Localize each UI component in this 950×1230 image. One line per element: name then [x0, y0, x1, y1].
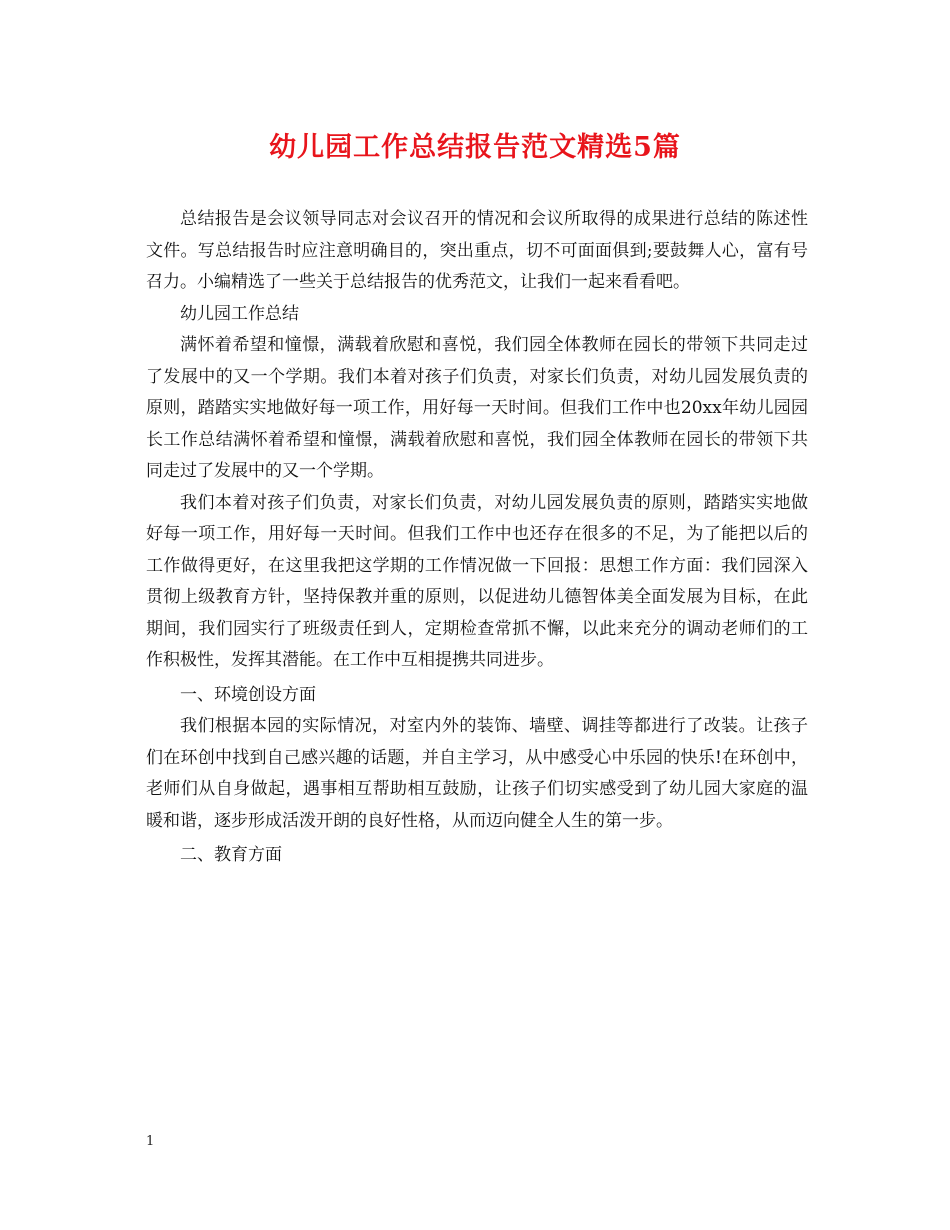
body-paragraph: 我们根据本园的实际情况，对室内外的装饰、墙壁、调挂等都进行了改装。让孩子们在环创中找到自己感兴趣的话题，并自主学习，从中感受心中乐园的快乐!在环创中，老师们从自身做起，遇事相互帮助相互鼓励，让孩子们切实感受到了幼儿园大家庭的温暖和谐，逐步形成活泼开朗的良好性格，从而迈向健全人生的第一步。 [146, 716, 808, 831]
page-number: 1 [146, 1134, 155, 1149]
intro-paragraph: 总结报告是会议领导同志对会议召开的情况和会议所取得的成果进行总结的陈述性文件。写总结报告时应注意明确目的，突出重点，切不可面面俱到;要鼓舞人心，富有号召力。小编精选了一些关于总结报告的优秀范文，让我们一起来看看吧。 [146, 209, 808, 292]
section-heading-kindergarten-summary: 幼儿园工作总结 [180, 303, 299, 324]
document-body [146, 204, 808, 872]
body-paragraph: 满怀着希望和憧憬，满载着欣慰和喜悦，我们园全体教师在园长的带领下共同走过了发展中的又一个学期。我们本着对孩子们负责，对家长们负责，对幼儿园发展负责的原则，踏踏实实地做好每一项工作，用好每一天时间。但我们工作中也20xx年幼儿园园长工作总结满怀着希望和憧憬，满载着欣慰和喜悦，我们园全体教师在园长的带领下共同走过了发展中的又一个学期。 [146, 335, 808, 481]
body-paragraph: 我们本着对孩子们负责，对家长们负责，对幼儿园发展负责的原则，踏踏实实地做好每一项工作，用好每一天时间。但我们工作中也还存在很多的不足，为了能把以后的工作做得更好，在这里我把这学期的工作情况做一下回报：思想工作方面：我们园深入贯彻上级教育方针，坚持保教并重的原则，以促进幼儿德智体美全面发展为目标，在此期间，我们园实行了班级责任到人，定期检查常抓不懈，以此来充分的调动老师们的工作积极性，发挥其潜能。在工作中互相提携共同进步。 [146, 492, 808, 670]
section-heading-education: 二、教育方面 [180, 845, 282, 865]
document-title: 幼儿园工作总结报告范文精选5篇 [269, 132, 681, 163]
section-heading-environment: 一、环境创设方面 [180, 684, 316, 705]
